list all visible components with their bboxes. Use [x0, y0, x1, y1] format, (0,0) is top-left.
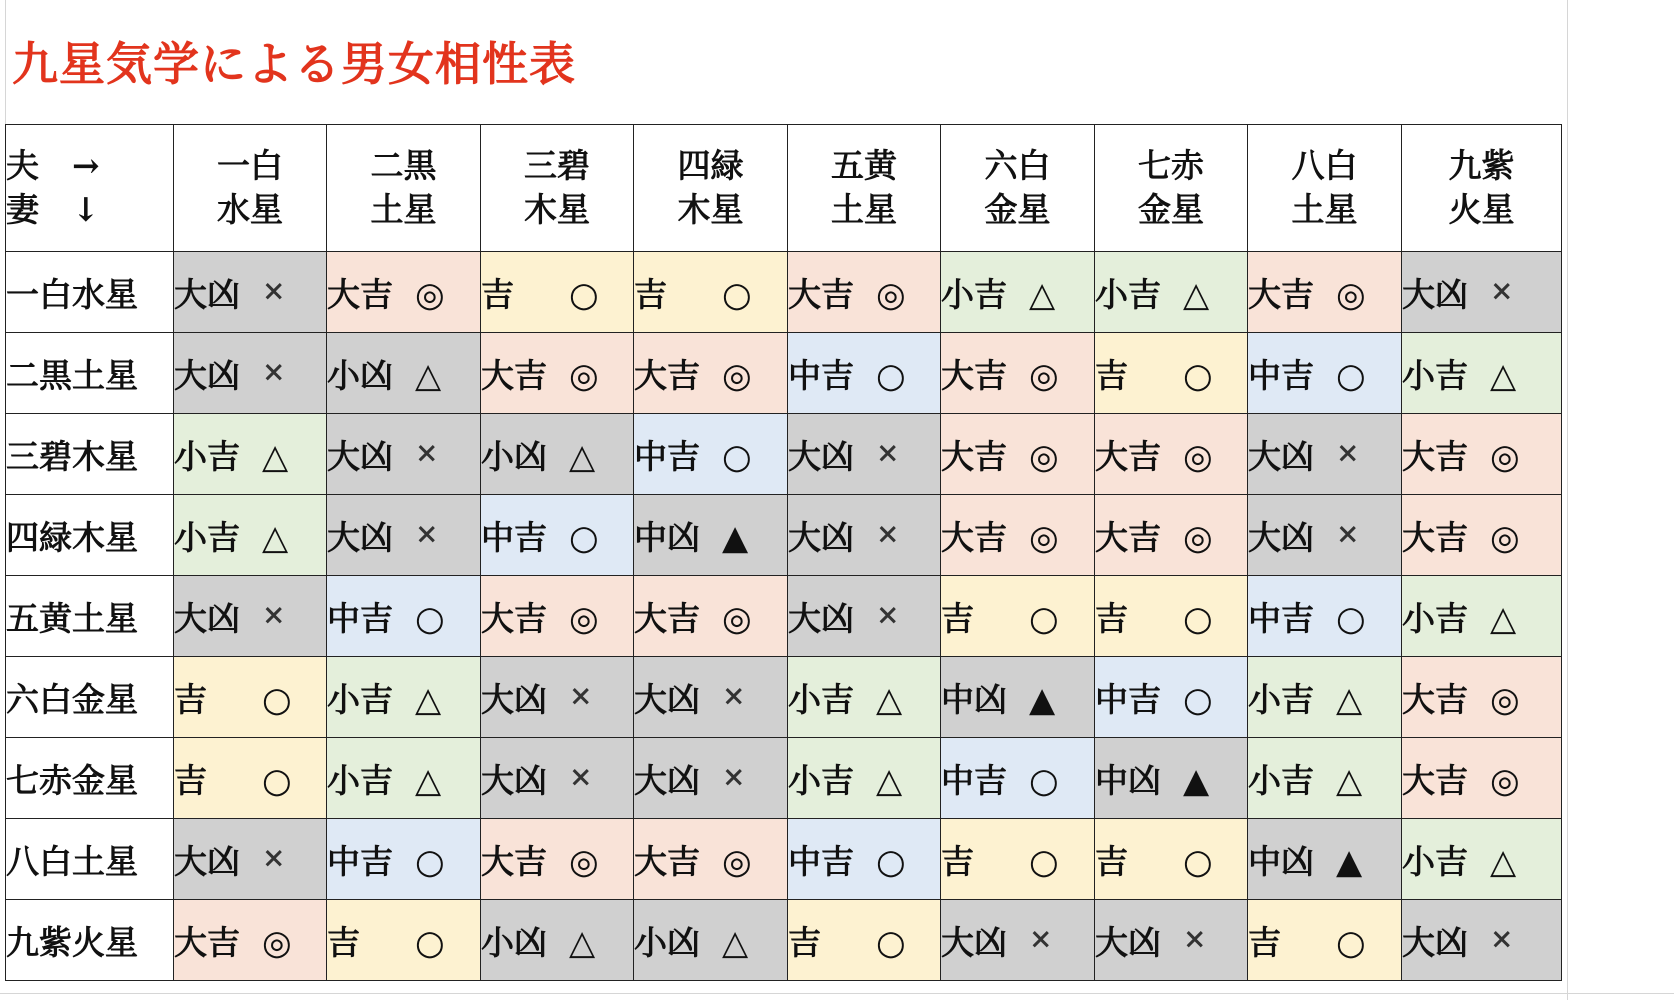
- result-text: 大凶: [1248, 436, 1314, 476]
- result-symbol: ○: [415, 922, 445, 963]
- compatibility-cell: [941, 252, 1095, 333]
- result-symbol: △: [876, 760, 903, 801]
- result-text: 大凶: [1402, 274, 1468, 314]
- compatibility-cell: [788, 657, 941, 738]
- result-symbol: △: [1336, 760, 1363, 801]
- compatibility-cell: [327, 738, 481, 819]
- compatibility-cell: [634, 819, 788, 900]
- result-symbol: ×: [1183, 921, 1207, 955]
- result-symbol: △: [1029, 274, 1056, 315]
- result-symbol: ○: [569, 517, 599, 558]
- result-symbol: △: [1490, 598, 1517, 639]
- result-text: 吉: [1095, 598, 1128, 638]
- result-symbol: △: [876, 679, 903, 720]
- column-header-line1: 八白: [1291, 146, 1358, 185]
- result-symbol: ×: [1336, 435, 1360, 469]
- compatibility-cell: [788, 576, 941, 657]
- table-row: [6, 252, 1562, 333]
- result-text: 吉: [327, 922, 360, 962]
- column-header-line1: 七赤: [1138, 146, 1204, 185]
- compatibility-cell: [1095, 657, 1248, 738]
- compatibility-cell: [634, 576, 788, 657]
- compatibility-cell: [1095, 414, 1248, 495]
- column-header-line2: 土星: [1291, 190, 1358, 229]
- compatibility-cell: [481, 495, 634, 576]
- result-text: 大凶: [1402, 922, 1468, 962]
- compatibility-cell: [634, 414, 788, 495]
- corner-husband-label: 夫 →: [6, 146, 100, 185]
- result-symbol: ×: [1490, 921, 1514, 955]
- column-header-2: [327, 125, 481, 252]
- result-symbol: ◎: [1490, 760, 1520, 801]
- compatibility-cell: [1095, 252, 1248, 333]
- result-text: 中凶: [1095, 760, 1161, 800]
- result-symbol: ○: [1183, 679, 1213, 720]
- result-text: 小凶: [481, 436, 547, 476]
- compatibility-cell: [174, 333, 327, 414]
- result-text: 中吉: [634, 436, 700, 476]
- table-row: [6, 576, 1562, 657]
- compatibility-cell: [1248, 252, 1402, 333]
- compatibility-cell: [634, 252, 788, 333]
- result-symbol: ◎: [1029, 355, 1059, 396]
- compatibility-cell: [1402, 333, 1562, 414]
- result-symbol: ×: [876, 435, 900, 469]
- grid-line-right: [1567, 0, 1568, 1000]
- result-symbol: △: [1490, 841, 1517, 882]
- compatibility-cell: [788, 495, 941, 576]
- result-text: 大吉: [941, 355, 1007, 395]
- compatibility-cell: [788, 252, 941, 333]
- column-header-line2: 金星: [984, 190, 1051, 229]
- result-symbol: ×: [722, 759, 746, 793]
- corner-wife-label: 妻 ↓: [6, 190, 100, 229]
- column-header-8: [1248, 125, 1402, 252]
- table-row: [6, 900, 1562, 981]
- result-symbol: ○: [1336, 598, 1366, 639]
- compatibility-cell: [1095, 495, 1248, 576]
- result-text: 中吉: [788, 841, 854, 881]
- result-text: 中吉: [941, 760, 1007, 800]
- compatibility-cell: [1402, 657, 1562, 738]
- corner-header: [6, 125, 174, 252]
- row-header: 三碧木星: [6, 414, 174, 495]
- row-header: 四緑木星: [6, 495, 174, 576]
- result-symbol: △: [415, 355, 442, 396]
- result-text: 小吉: [788, 760, 854, 800]
- table-row: [6, 738, 1562, 819]
- result-symbol: ×: [415, 516, 439, 550]
- result-text: 中吉: [1248, 355, 1314, 395]
- result-symbol: △: [415, 679, 442, 720]
- result-text: 吉: [634, 274, 667, 314]
- result-text: 大凶: [174, 841, 240, 881]
- compatibility-cell: [941, 414, 1095, 495]
- result-symbol: ▲: [1336, 841, 1363, 882]
- result-text: 大凶: [327, 517, 393, 557]
- result-symbol: △: [722, 922, 749, 963]
- compatibility-table: [5, 124, 1562, 981]
- compatibility-cell: [1248, 576, 1402, 657]
- result-symbol: △: [1336, 679, 1363, 720]
- result-symbol: ◎: [569, 598, 599, 639]
- column-header-line1: 三碧: [524, 146, 590, 185]
- result-text: 中吉: [327, 841, 393, 881]
- compatibility-cell: [941, 576, 1095, 657]
- result-text: 大吉: [1095, 517, 1161, 557]
- result-symbol: ×: [262, 273, 286, 307]
- column-header-line1: 五黄: [831, 146, 897, 185]
- result-text: 大吉: [174, 922, 240, 962]
- compatibility-cell: [1095, 819, 1248, 900]
- result-text: 吉: [941, 598, 974, 638]
- result-text: 小吉: [788, 679, 854, 719]
- column-header-line2: 土星: [370, 190, 437, 229]
- result-text: 大吉: [1402, 679, 1468, 719]
- result-text: 大凶: [174, 355, 240, 395]
- compatibility-cell: [327, 414, 481, 495]
- result-text: 小吉: [174, 517, 240, 557]
- row-header: 八白土星: [6, 819, 174, 900]
- compatibility-cell: [174, 657, 327, 738]
- result-text: 小吉: [941, 274, 1007, 314]
- result-text: 大凶: [941, 922, 1007, 962]
- result-symbol: ×: [262, 597, 286, 631]
- result-text: 吉: [481, 274, 514, 314]
- result-symbol: ○: [876, 355, 906, 396]
- result-symbol: ◎: [262, 922, 292, 963]
- row-header: 七赤金星: [6, 738, 174, 819]
- result-symbol: ×: [262, 354, 286, 388]
- compatibility-cell: [1095, 900, 1248, 981]
- compatibility-cell: [1248, 495, 1402, 576]
- compatibility-cell: [1248, 333, 1402, 414]
- result-symbol: ○: [1183, 841, 1213, 882]
- result-text: 吉: [174, 760, 207, 800]
- result-text: 中吉: [788, 355, 854, 395]
- result-symbol: ◎: [1183, 517, 1213, 558]
- result-symbol: △: [569, 922, 596, 963]
- result-text: 大吉: [1248, 274, 1314, 314]
- result-text: 大吉: [1095, 436, 1161, 476]
- result-text: 小吉: [1402, 355, 1468, 395]
- compatibility-cell: [481, 576, 634, 657]
- result-symbol: ○: [1336, 922, 1366, 963]
- column-header-6: [941, 125, 1095, 252]
- result-text: 小吉: [327, 760, 393, 800]
- result-text: 大凶: [634, 760, 700, 800]
- result-symbol: ○: [1336, 355, 1366, 396]
- compatibility-cell: [327, 657, 481, 738]
- compatibility-cell: [1248, 900, 1402, 981]
- column-header-line2: 火星: [1448, 190, 1515, 229]
- compatibility-cell: [634, 900, 788, 981]
- result-symbol: ▲: [1183, 760, 1210, 801]
- page-title: 九星気学による男女相性表: [12, 37, 576, 91]
- result-text: 大吉: [327, 274, 393, 314]
- result-symbol: ○: [1029, 598, 1059, 639]
- result-text: 大吉: [1402, 436, 1468, 476]
- result-text: 大吉: [941, 436, 1007, 476]
- result-text: 吉: [941, 841, 974, 881]
- compatibility-cell: [481, 657, 634, 738]
- column-header-line2: 木星: [677, 190, 744, 229]
- result-text: 大吉: [788, 274, 854, 314]
- result-symbol: ◎: [876, 274, 906, 315]
- result-symbol: ○: [722, 436, 752, 477]
- result-symbol: ○: [876, 841, 906, 882]
- result-text: 大凶: [788, 598, 854, 638]
- grid-line-bottom: [0, 993, 1674, 994]
- compatibility-cell: [481, 414, 634, 495]
- result-symbol: ◎: [722, 355, 752, 396]
- result-text: 吉: [1095, 355, 1128, 395]
- compatibility-cell: [941, 819, 1095, 900]
- result-text: 吉: [1248, 922, 1281, 962]
- column-header-line1: 九紫: [1448, 146, 1515, 185]
- compatibility-cell: [481, 819, 634, 900]
- result-text: 大吉: [481, 841, 547, 881]
- result-symbol: ○: [415, 598, 445, 639]
- result-symbol: ◎: [1183, 436, 1213, 477]
- result-symbol: ×: [415, 435, 439, 469]
- compatibility-cell: [788, 900, 941, 981]
- table-row: [6, 657, 1562, 738]
- compatibility-cell: [1095, 738, 1248, 819]
- result-text: 大吉: [1402, 760, 1468, 800]
- result-symbol: ▲: [1029, 679, 1056, 720]
- result-symbol: ○: [415, 841, 445, 882]
- result-text: 大凶: [788, 517, 854, 557]
- compatibility-cell: [174, 252, 327, 333]
- compatibility-cell: [634, 495, 788, 576]
- column-header-line2: 水星: [217, 190, 283, 229]
- compatibility-cell: [634, 738, 788, 819]
- compatibility-cell: [1248, 657, 1402, 738]
- row-header: 一白水星: [6, 252, 174, 333]
- column-header-9: [1402, 125, 1562, 252]
- compatibility-cell: [1402, 576, 1562, 657]
- result-symbol: ○: [1183, 355, 1213, 396]
- compatibility-cell: [1402, 738, 1562, 819]
- result-symbol: ◎: [1029, 436, 1059, 477]
- result-symbol: △: [415, 760, 442, 801]
- result-symbol: ◎: [569, 841, 599, 882]
- column-header-line2: 金星: [1138, 190, 1204, 229]
- result-text: 吉: [174, 679, 207, 719]
- result-text: 小凶: [481, 922, 547, 962]
- result-text: 大吉: [941, 517, 1007, 557]
- compatibility-cell: [788, 414, 941, 495]
- column-header-line1: 二黒: [370, 146, 437, 185]
- result-text: 大吉: [481, 598, 547, 638]
- result-text: 小吉: [1248, 679, 1314, 719]
- row-header: 二黒土星: [6, 333, 174, 414]
- row-header: 六白金星: [6, 657, 174, 738]
- table-row: [6, 495, 1562, 576]
- compatibility-cell: [327, 819, 481, 900]
- header-row: [6, 125, 1562, 252]
- column-header-3: [481, 125, 634, 252]
- result-text: 中凶: [941, 679, 1007, 719]
- compatibility-cell: [941, 495, 1095, 576]
- result-text: 大凶: [481, 679, 547, 719]
- row-header: 五黄土星: [6, 576, 174, 657]
- result-symbol: ◎: [1490, 436, 1520, 477]
- result-text: 吉: [788, 922, 821, 962]
- compatibility-cell: [174, 495, 327, 576]
- result-symbol: ◎: [1490, 679, 1520, 720]
- compatibility-cell: [481, 252, 634, 333]
- compatibility-cell: [1402, 900, 1562, 981]
- compatibility-cell: [1402, 252, 1562, 333]
- table-row: [6, 819, 1562, 900]
- compatibility-cell: [327, 333, 481, 414]
- result-text: 大吉: [634, 841, 700, 881]
- result-text: 小吉: [174, 436, 240, 476]
- compatibility-cell: [481, 738, 634, 819]
- column-header-line1: 一白: [217, 146, 283, 185]
- compatibility-cell: [174, 576, 327, 657]
- compatibility-table-wrap: [5, 124, 1562, 981]
- result-symbol: ×: [1490, 273, 1514, 307]
- result-text: 小吉: [1402, 598, 1468, 638]
- table-row: [6, 414, 1562, 495]
- compatibility-cell: [941, 333, 1095, 414]
- compatibility-cell: [634, 333, 788, 414]
- compatibility-cell: [174, 819, 327, 900]
- result-text: 大凶: [174, 274, 240, 314]
- compatibility-cell: [1248, 414, 1402, 495]
- compatibility-cell: [174, 900, 327, 981]
- result-text: 中凶: [1248, 841, 1314, 881]
- result-symbol: ×: [569, 678, 593, 712]
- result-text: 大凶: [1095, 922, 1161, 962]
- result-symbol: ×: [1029, 921, 1053, 955]
- compatibility-cell: [327, 900, 481, 981]
- result-symbol: ◎: [415, 274, 445, 315]
- column-header-7: [1095, 125, 1248, 252]
- compatibility-cell: [1248, 738, 1402, 819]
- compatibility-cell: [1095, 576, 1248, 657]
- compatibility-cell: [1402, 414, 1562, 495]
- result-symbol: △: [262, 436, 289, 477]
- compatibility-cell: [788, 333, 941, 414]
- compatibility-cell: [1402, 819, 1562, 900]
- result-symbol: ×: [262, 840, 286, 874]
- row-header: 九紫火星: [6, 900, 174, 981]
- result-symbol: ◎: [569, 355, 599, 396]
- result-symbol: △: [1183, 274, 1210, 315]
- compatibility-cell: [1095, 333, 1248, 414]
- result-text: 小吉: [1402, 841, 1468, 881]
- result-text: 小吉: [1248, 760, 1314, 800]
- result-symbol: ×: [876, 597, 900, 631]
- compatibility-cell: [174, 738, 327, 819]
- column-header-line2: 木星: [524, 190, 590, 229]
- compatibility-cell: [634, 657, 788, 738]
- compatibility-cell: [1248, 819, 1402, 900]
- result-symbol: ▲: [722, 517, 749, 558]
- compatibility-cell: [941, 657, 1095, 738]
- result-symbol: ◎: [1029, 517, 1059, 558]
- result-text: 大凶: [634, 679, 700, 719]
- column-header-1: [174, 125, 327, 252]
- result-symbol: ×: [722, 678, 746, 712]
- compatibility-cell: [481, 900, 634, 981]
- result-symbol: ○: [1029, 760, 1059, 801]
- compatibility-cell: [174, 414, 327, 495]
- column-header-4: [634, 125, 788, 252]
- result-text: 中凶: [634, 517, 700, 557]
- column-header-5: [788, 125, 941, 252]
- result-symbol: ◎: [1336, 274, 1366, 315]
- compatibility-cell: [788, 819, 941, 900]
- result-text: 大凶: [1248, 517, 1314, 557]
- result-text: 中吉: [1095, 679, 1161, 719]
- result-text: 小凶: [327, 355, 393, 395]
- result-text: 大凶: [174, 598, 240, 638]
- result-symbol: △: [262, 517, 289, 558]
- result-text: 大吉: [634, 355, 700, 395]
- result-text: 中吉: [1248, 598, 1314, 638]
- result-text: 吉: [1095, 841, 1128, 881]
- compatibility-cell: [481, 333, 634, 414]
- column-header-line1: 四緑: [677, 146, 744, 185]
- result-symbol: ○: [876, 922, 906, 963]
- compatibility-cell: [788, 738, 941, 819]
- compatibility-cell: [941, 738, 1095, 819]
- compatibility-cell: [327, 495, 481, 576]
- compatibility-cell: [941, 900, 1095, 981]
- result-text: 大吉: [634, 598, 700, 638]
- compatibility-cell: [327, 252, 481, 333]
- result-symbol: △: [1490, 355, 1517, 396]
- result-symbol: ○: [262, 760, 292, 801]
- result-symbol: ◎: [722, 841, 752, 882]
- result-symbol: ◎: [722, 598, 752, 639]
- compatibility-cell: [1402, 495, 1562, 576]
- result-text: 小吉: [327, 679, 393, 719]
- result-symbol: ○: [1183, 598, 1213, 639]
- result-symbol: ×: [876, 516, 900, 550]
- result-symbol: ○: [262, 679, 292, 720]
- result-symbol: ○: [1029, 841, 1059, 882]
- result-text: 小吉: [1095, 274, 1161, 314]
- result-text: 中吉: [327, 598, 393, 638]
- result-symbol: ○: [569, 274, 599, 315]
- result-symbol: ◎: [1490, 517, 1520, 558]
- result-text: 大凶: [327, 436, 393, 476]
- grid-line-left: [5, 0, 6, 124]
- result-symbol: ×: [569, 759, 593, 793]
- result-text: 大凶: [788, 436, 854, 476]
- result-symbol: ×: [1336, 516, 1360, 550]
- result-text: 小凶: [634, 922, 700, 962]
- result-symbol: ○: [722, 274, 752, 315]
- result-text: 大吉: [1402, 517, 1468, 557]
- compatibility-cell: [327, 576, 481, 657]
- result-text: 中吉: [481, 517, 547, 557]
- column-header-line2: 土星: [831, 190, 897, 229]
- result-symbol: △: [569, 436, 596, 477]
- result-text: 大凶: [481, 760, 547, 800]
- table-row: [6, 333, 1562, 414]
- column-header-line1: 六白: [984, 146, 1051, 185]
- result-text: 大吉: [481, 355, 547, 395]
